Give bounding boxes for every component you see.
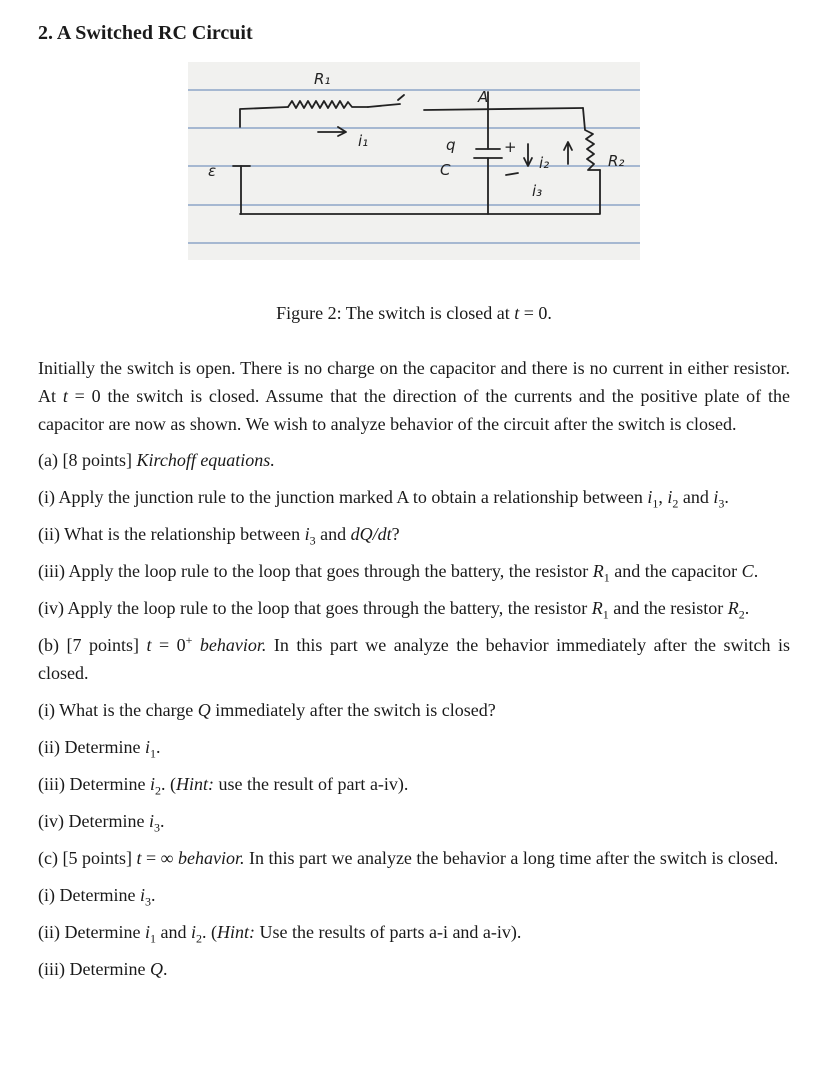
part-a-heading: (a) [8 points] Kirchoff equations. <box>38 450 275 470</box>
part-c-iii: (iii) Determine Q. <box>38 959 168 979</box>
part-c-i: (i) Determine $i_3$. <box>38 885 156 909</box>
ruled-lines <box>188 90 640 243</box>
figure-caption: Figure 2: The switch is closed at t = 0. <box>276 303 552 323</box>
resistor-r1 <box>288 101 368 108</box>
wire-left-top <box>240 107 288 127</box>
label-plus: + <box>504 138 517 156</box>
label-i2: i₂ <box>539 154 550 172</box>
arrow-i3 <box>524 144 532 166</box>
resistor-r2 <box>583 108 600 170</box>
label-r1: R₁ <box>314 70 331 88</box>
dash-1 <box>506 173 518 175</box>
label-i1: i₁ <box>358 132 369 150</box>
part-a-iii: (iii) Apply the loop rule to the loop that goes through the battery, the resistor $R_1$ and the capacitor C. <box>38 561 759 585</box>
switch-tick <box>398 95 404 100</box>
label-r2: R₂ <box>608 152 625 170</box>
part-c-ii: (ii) Determine $i_1$ and $i_2$. (Hint: Use the results of parts a-i and a-iv). <box>38 922 522 946</box>
part-b-heading: (b) [7 points] t = 0+ behavior. In this part we analyze the behavior immediately after the switch is closed. <box>38 633 791 683</box>
label-emf: ε <box>208 162 217 180</box>
label-i3: i₃ <box>532 182 543 200</box>
intro-paragraph: Initially the switch is open. There is no charge on the capacitor and there is no current in either resistor. At t = 0 the switch is closed. Assume that the direction of the currents and the positive plate of the capacitor are now as shown. We wish to analyze behavior of the circuit after the switch is closed. <box>38 358 790 434</box>
part-a-ii: (ii) What is the relationship between $i_3$ and dQ/dt? <box>38 524 400 548</box>
part-a-iv: (iv) Apply the loop rule to the loop that goes through the battery, the resistor $R_1$ and the resistor $R_2$. <box>38 598 750 622</box>
part-b-i: (i) What is the charge Q immediately after the switch is closed? <box>38 700 496 720</box>
wire-bottom <box>240 170 600 214</box>
part-b-iii: (iii) Determine $i_2$. (Hint: use the result of part a-iv). <box>38 774 409 798</box>
label-c: C <box>440 161 451 179</box>
circuit-diagram <box>188 62 640 260</box>
part-b-ii: (ii) Determine $i_1$. <box>38 737 161 761</box>
label-q: q <box>446 136 456 154</box>
part-c-heading: (c) [5 points] t = ∞ behavior. In this part we analyze the behavior a long time after the switch is closed. <box>38 848 779 868</box>
problem-body <box>38 354 790 992</box>
part-a-i: (i) Apply the junction rule to the junction marked A to obtain a relationship between $i_1$, $i_2$ and $i_3$. <box>38 487 729 511</box>
arrow-i2 <box>564 142 572 164</box>
label-a: A <box>478 88 489 106</box>
wire-right-top <box>424 108 583 110</box>
part-b-iv: (iv) Determine $i_3$. <box>38 811 165 835</box>
switch-lever <box>368 104 400 107</box>
section-title: 2. A Switched RC Circuit <box>38 22 253 44</box>
circuit-figure <box>188 62 640 260</box>
